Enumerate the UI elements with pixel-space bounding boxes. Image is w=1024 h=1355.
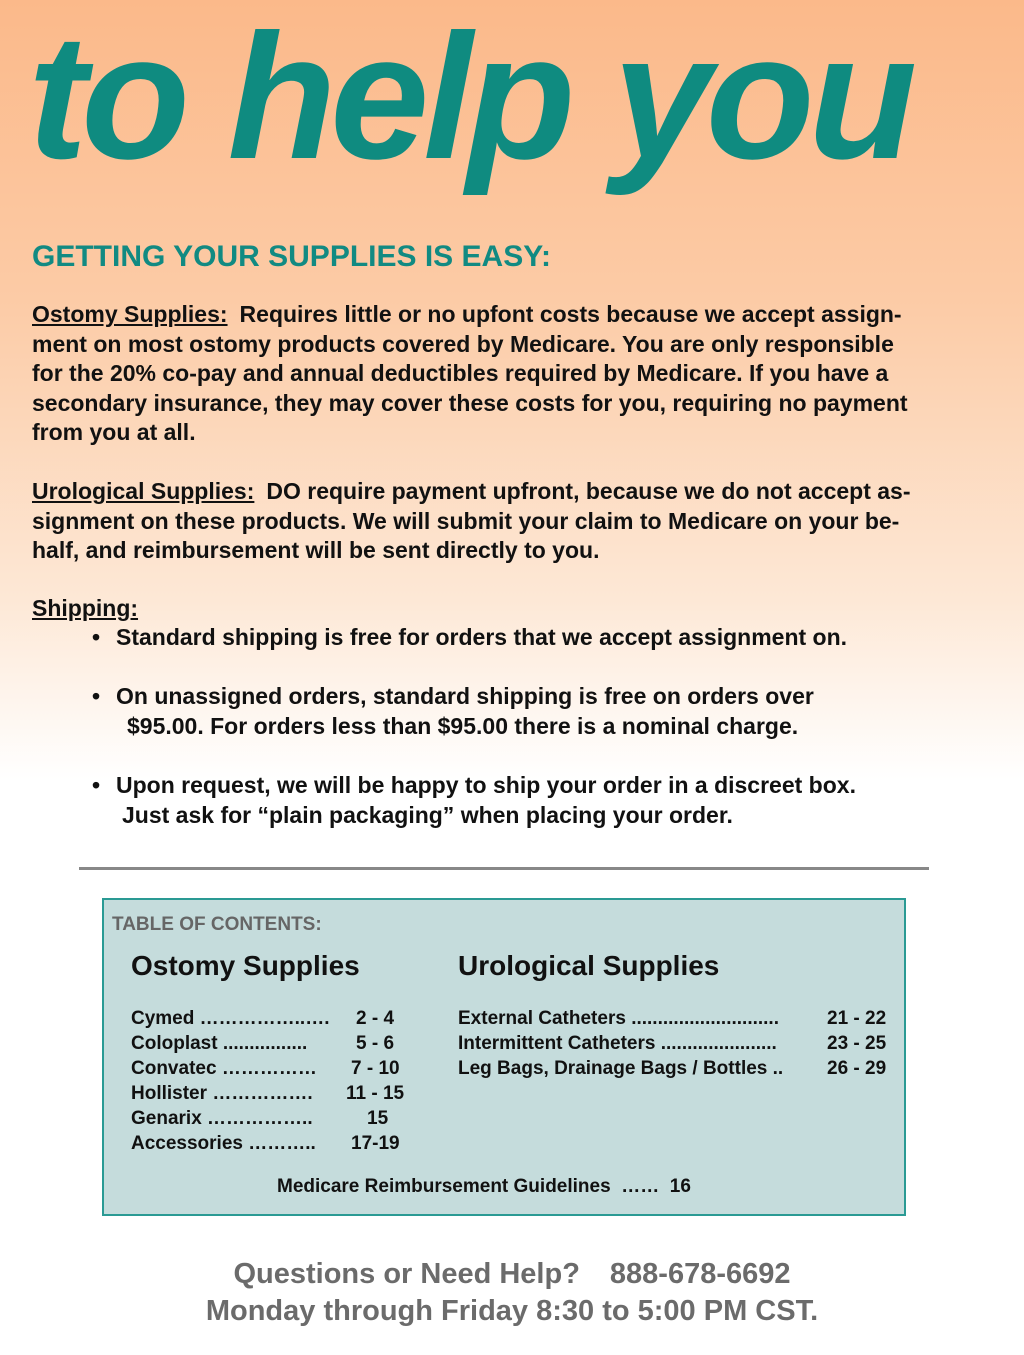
toc-entry: Genarix …………….. 15: [131, 1108, 389, 1129]
bullet-dot-icon: •: [92, 624, 101, 650]
toc-entry: External Catheters ............................ 21 - 22: [458, 1008, 887, 1029]
urological-label: Urological Supplies:: [32, 478, 255, 504]
ostomy-line-1: Ostomy Supplies: Requires little or no upfont costs because we accept assign-: [32, 301, 902, 327]
footer-question: Questions or Need Help?: [233, 1258, 580, 1290]
shipping-bullet: • Upon request, we will be happy to ship your order in a discreet box. Just ask for “plain packaging” when placing your order.: [92, 772, 856, 828]
ostomy-label: Ostomy Supplies:: [32, 301, 228, 327]
shipping-label: Shipping:: [32, 595, 139, 621]
bullet-dot-icon: •: [92, 683, 101, 709]
toc-ostomy-title: Ostomy Supplies: [131, 950, 360, 981]
urological-line-2: signment on these products. We will submit your claim to Medicare on your be-: [32, 507, 900, 534]
ostomy-paragraph: [32, 300, 992, 448]
urological-line-3: half, and reimbursement will be sent directly to you.: [32, 537, 600, 564]
toc-entry: Cymed ……………..…. 2 - 4: [131, 1008, 395, 1029]
toc-entry: Hollister ……………. 11 - 15: [131, 1083, 405, 1104]
ostomy-line-2: ment on most ostomy products covered by Medicare. You are only responsible: [32, 330, 894, 357]
urological-paragraph: [32, 477, 992, 566]
toc-entry: Accessories ……….. 17-19: [131, 1133, 400, 1154]
bullet-dot-icon: •: [92, 772, 101, 798]
ostomy-line-3: for the 20% co-pay and annual deductibles required by Medicare. If you have a: [32, 360, 889, 387]
footer-phone[interactable]: 888-678-6692: [609, 1258, 791, 1290]
table-of-contents: [102, 898, 906, 1216]
hero-title: to help you: [28, 0, 912, 196]
toc-entry: Leg Bags, Drainage Bags / Bottles .. 26 - 29: [458, 1058, 887, 1079]
toc-entry: Convatec …………… 7 - 10: [131, 1058, 400, 1079]
section-divider: [79, 867, 929, 870]
toc-label: TABLE OF CONTENTS:: [112, 914, 322, 935]
ostomy-line-4: secondary insurance, they may cover these costs for you, requiring no payment: [32, 389, 908, 416]
ostomy-line-5: from you at all.: [32, 419, 196, 446]
footer-hours: Monday through Friday 8:30 to 5:00 PM CST.: [205, 1295, 819, 1327]
toc-guidelines-entry: Medicare Reimbursement Guidelines …… 16: [277, 1176, 691, 1197]
shipping-bullet: • Standard shipping is free for orders that we accept assignment on.: [92, 623, 847, 653]
footer-help-line: [0, 1258, 1024, 1291]
toc-entry: Coloplast ................ 5 - 6: [131, 1033, 395, 1054]
toc-entry: Intermittent Catheters ...................... 23 - 25: [458, 1033, 887, 1054]
shipping-bullet: • On unassigned orders, standard shipping is free on orders over $95.00. For orders less than $95.00 there is a nominal charge.: [92, 683, 814, 739]
toc-urological-title: Urological Supplies: [458, 950, 720, 981]
shipping-section: [32, 594, 992, 624]
urological-line-1: Urological Supplies: DO require payment upfront, because we do not accept as-: [32, 478, 911, 504]
section-heading: GETTING YOUR SUPPLIES IS EASY:: [32, 240, 551, 273]
